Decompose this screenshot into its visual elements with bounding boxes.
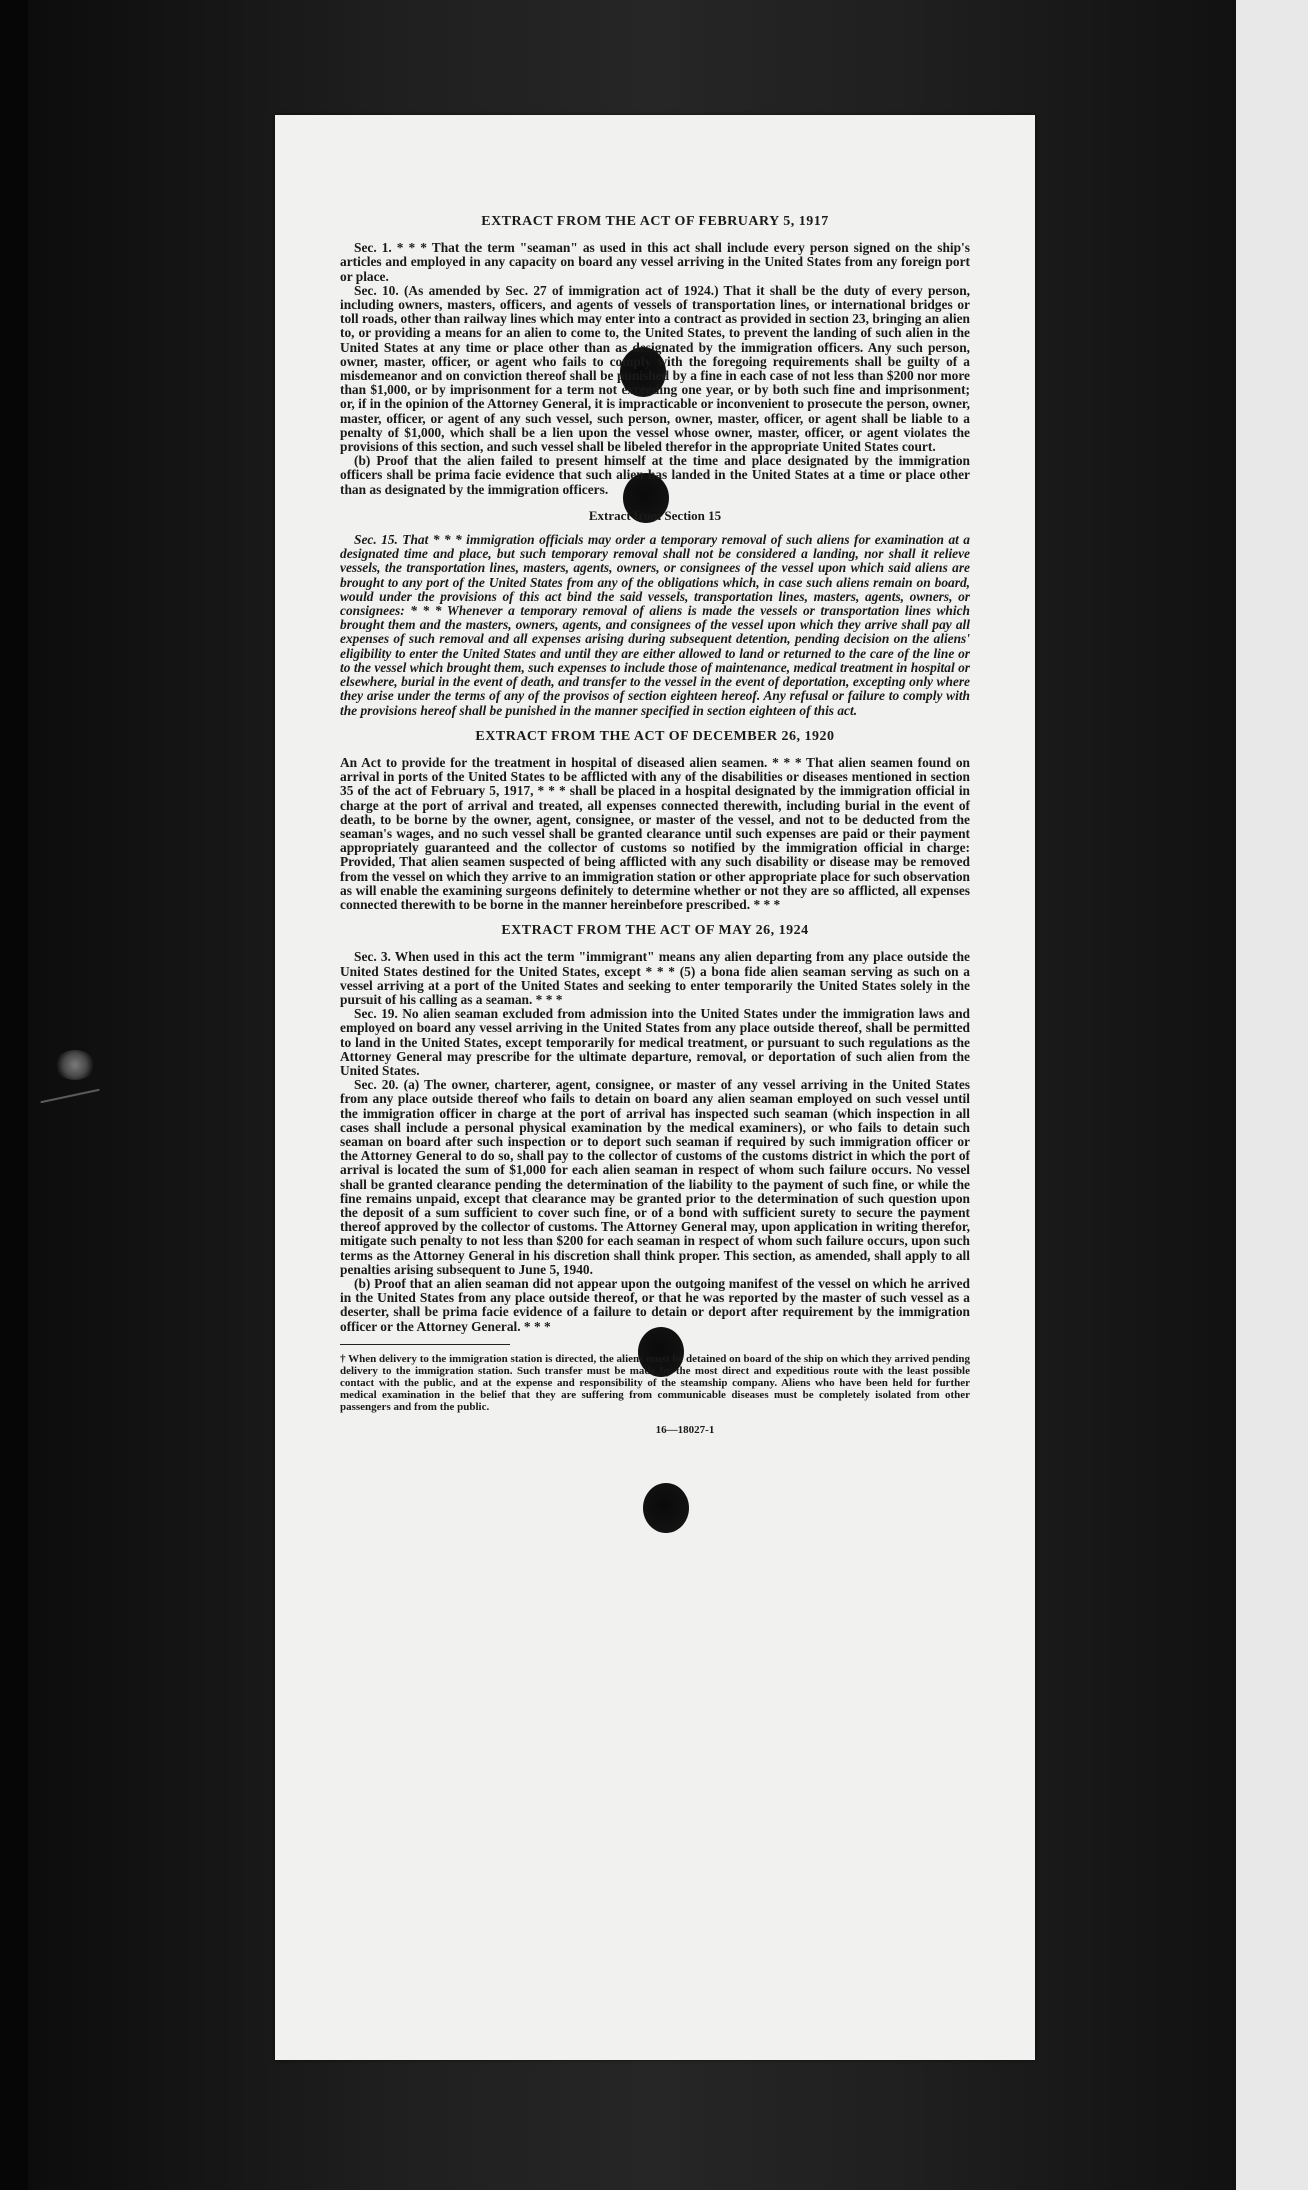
section-heading: EXTRACT FROM THE ACT OF FEBRUARY 5, 1917 [481, 214, 829, 229]
paragraph: An Act to provide for the treatment in hospital of diseased alien seamen. * * * That alien seamen found on arrival in ports of the United States to be afflicted with any of the disabilities or diseases mentioned in section 35 of the act of February 5, 1917, * * * shall be placed in a hospital designated by the immigration official in charge at the port of arrival and treated, all expenses connected therewith, including burial in the event of death, to be borne by the owner, agent, consignee, or master of the vessel, and not to be deducted from the seaman's wages, and no such vessel shall be granted clearance until such expenses are paid or their payment appropriately guaranteed and the collector of customs so notified by the immigration official in charge: Provided, That alien seamen suspected of being afflicted with any such disability or disease may be removed from the vessel on which they arrive to an immigration station or other appropriate place for such observation as will enable the examining surgeons definitely to determine whether or not they are so afflicted, all expenses connected therewith to be borne in the manner hereinbefore prescribed. * * * [340, 754, 970, 912]
paragraph: Sec. 20. (a) The owner, charterer, agent, consignee, or master of any vessel arriving in the United States from any place outside thereof who fails to detain on board any alien seaman employed on such vessel until the immigration officer in charge at the port of arrival has inspected such seaman (which inspection in all cases shall include a personal physical examination by the medical examiners), or who fails to detain such seaman on board after such inspection or to deport such seaman if required by such immigration officer or the Attorney General to do so, shall pay to the collector of customs of the customs district in which the port of arrival is located the sum of $1,000 for each alien seaman in respect of whom such failure occurs. No vessel shall be granted clearance pending the determination of the liability to the payment of such fine, or while the fine remains unpaid, except that clearance may be granted prior to the determination of such question upon the deposit of a sum sufficient to cover such fine, or of a bond with sufficient surety to secure the payment thereof approved by the collector of customs. The Attorney General may, upon application in writing therefor, mitigate such penalty to not less than $200 for each seaman in respect of whom such failure occurs, upon such terms as the Attorney General in his discretion shall think proper. This section, as amended, shall apply to all penalties arising subsequent to June 5, 1940. [340, 1077, 970, 1277]
scan-scratch [40, 1089, 99, 1103]
scan-smudge [55, 1050, 95, 1080]
form-code: 16—18027-1 [655, 1423, 715, 1436]
paragraph: Sec. 3. When used in this act the term "immigrant" means any alien departing from any place outside the United States destined for the United States, except * * * (5) a bona fide alien seaman serving as such on a vessel arriving at a port of the United States and seeking to enter temporarily the United States solely in the pursuit of his calling as a seaman. * * * [340, 949, 970, 1007]
scan-left-edge [0, 0, 28, 2190]
subsection-heading: Extract from Section 15 [588, 507, 722, 523]
scan-right-band [1236, 0, 1308, 2190]
document-page [275, 115, 1035, 2060]
paragraph: Sec. 10. (As amended by Sec. 27 of immigration act of 1924.) That it shall be the duty of every person, including owners, masters, officers, and agents of vessels of transportation lines, or international bridges or toll roads, other than railway lines which may enter into a contract as provided in section 23, bringing an alien to, or providing a means for an alien to come to, the United States, to prevent the landing of such alien in the United States at any time or place other than as designated by the immigration officers. Any such person, owner, master, officer, or agent who fails to comply with the foregoing requirements shall be guilty of a misdemeanor and on conviction thereof shall be punished by a fine in each case of not less than $200 nor more than $1,000, or by imprisonment for a term not exceeding one year, or by both such fine and imprisonment; or, if in the opinion of the Attorney General, it is impracticable or inconvenient to prosecute the person, owner, master, officer, or agent of any such vessel, such person, owner, master, officer, or agent shall be liable to a penalty of $1,000, which shall be a lien upon the vessel whose owner, master, officer, or agent violates the provisions of this section, and such vessel shall be libeled therefor in the appropriate United States court. [340, 282, 970, 455]
paragraph: (b) Proof that the alien failed to present himself at the time and place designated by the immigration officers shall be prima facie evidence that such alien has landed in the United States at a time or place other than as designated by the immigration officers. [340, 453, 970, 497]
footnote-divider [340, 1344, 510, 1345]
document-body [340, 215, 970, 1437]
paragraph: (b) Proof that an alien seaman did not appear upon the outgoing manifest of the vessel on which he arrived in the United States from any place outside thereof, or that he was reported by the master of such vessel as a deserter, shall be prima facie evidence of a failure to detain or deport after requirement by the immigration officer or the Attorney General. * * * [340, 1276, 970, 1334]
paragraph: Sec. 15. That * * * immigration officials may order a temporary removal of such aliens for examination at a designated time and place, but such temporary removal shall not be considered a landing, nor shall it relieve vessels, the transportation lines, masters, agents, owners, or consignees of the vessel upon which said aliens are brought to any port of the United States from any of the obligations which, in case such aliens remain on board, would under the provisions of this act bind the said vessels, transportation lines, masters, agents, owners, or consignees: * * * Whenever a temporary removal of aliens is made the vessels or transportation lines which brought them and the masters, owners, agents, and consignees of the vessel upon which they arrive shall pay all expenses of such removal and all expenses arising during subsequent detention, pending decision on the aliens' eligibility to enter the United States and until they are either allowed to land or returned to the care of the line or to the vessel which brought them, such expenses to include those of maintenance, medical treatment in hospital or elsewhere, burial in the event of death, and transfer to the vessel in the event of deportation, excepting only where they arise under the terms of any of the provisos of section eighteen hereof. Any refusal or failure to comply with the provisions hereof shall be punished in the manner specified in section eighteen of this act. [340, 532, 970, 718]
paragraph: Sec. 1. * * * That the term "seaman" as used in this act shall include every person signed on the ship's articles and employed in any capacity on board any vessel arriving in the United States from any foreign port or place. [340, 240, 970, 284]
paragraph: Sec. 19. No alien seaman excluded from admission into the United States under the immigration laws and employed on board any vessel arriving in the United States from any place outside thereof, shall be permitted to land in the United States, except temporarily for medical treatment, or pursuant to such regulations as the Attorney General may prescribe for the ultimate departure, removal, or deportation of such alien from the United States. [340, 1006, 970, 1078]
section-heading: EXTRACT FROM THE ACT OF DECEMBER 26, 1920 [475, 728, 835, 744]
footnote: † When delivery to the immigration station is directed, the aliens must be detained on board of the ship on which they arrived pending delivery to the immigration station. Such transfer must be made by the most direct and expeditious route with the least possible contact with the public, and at the expense and responsibility of the steamship company. Aliens who have been held for further medical examination in the belief that they are suffering from communicable diseases must be completely isolated from other passengers and from the public. [340, 1352, 970, 1413]
punch-hole [643, 1483, 689, 1533]
section-heading: EXTRACT FROM THE ACT OF MAY 26, 1924 [501, 923, 809, 939]
